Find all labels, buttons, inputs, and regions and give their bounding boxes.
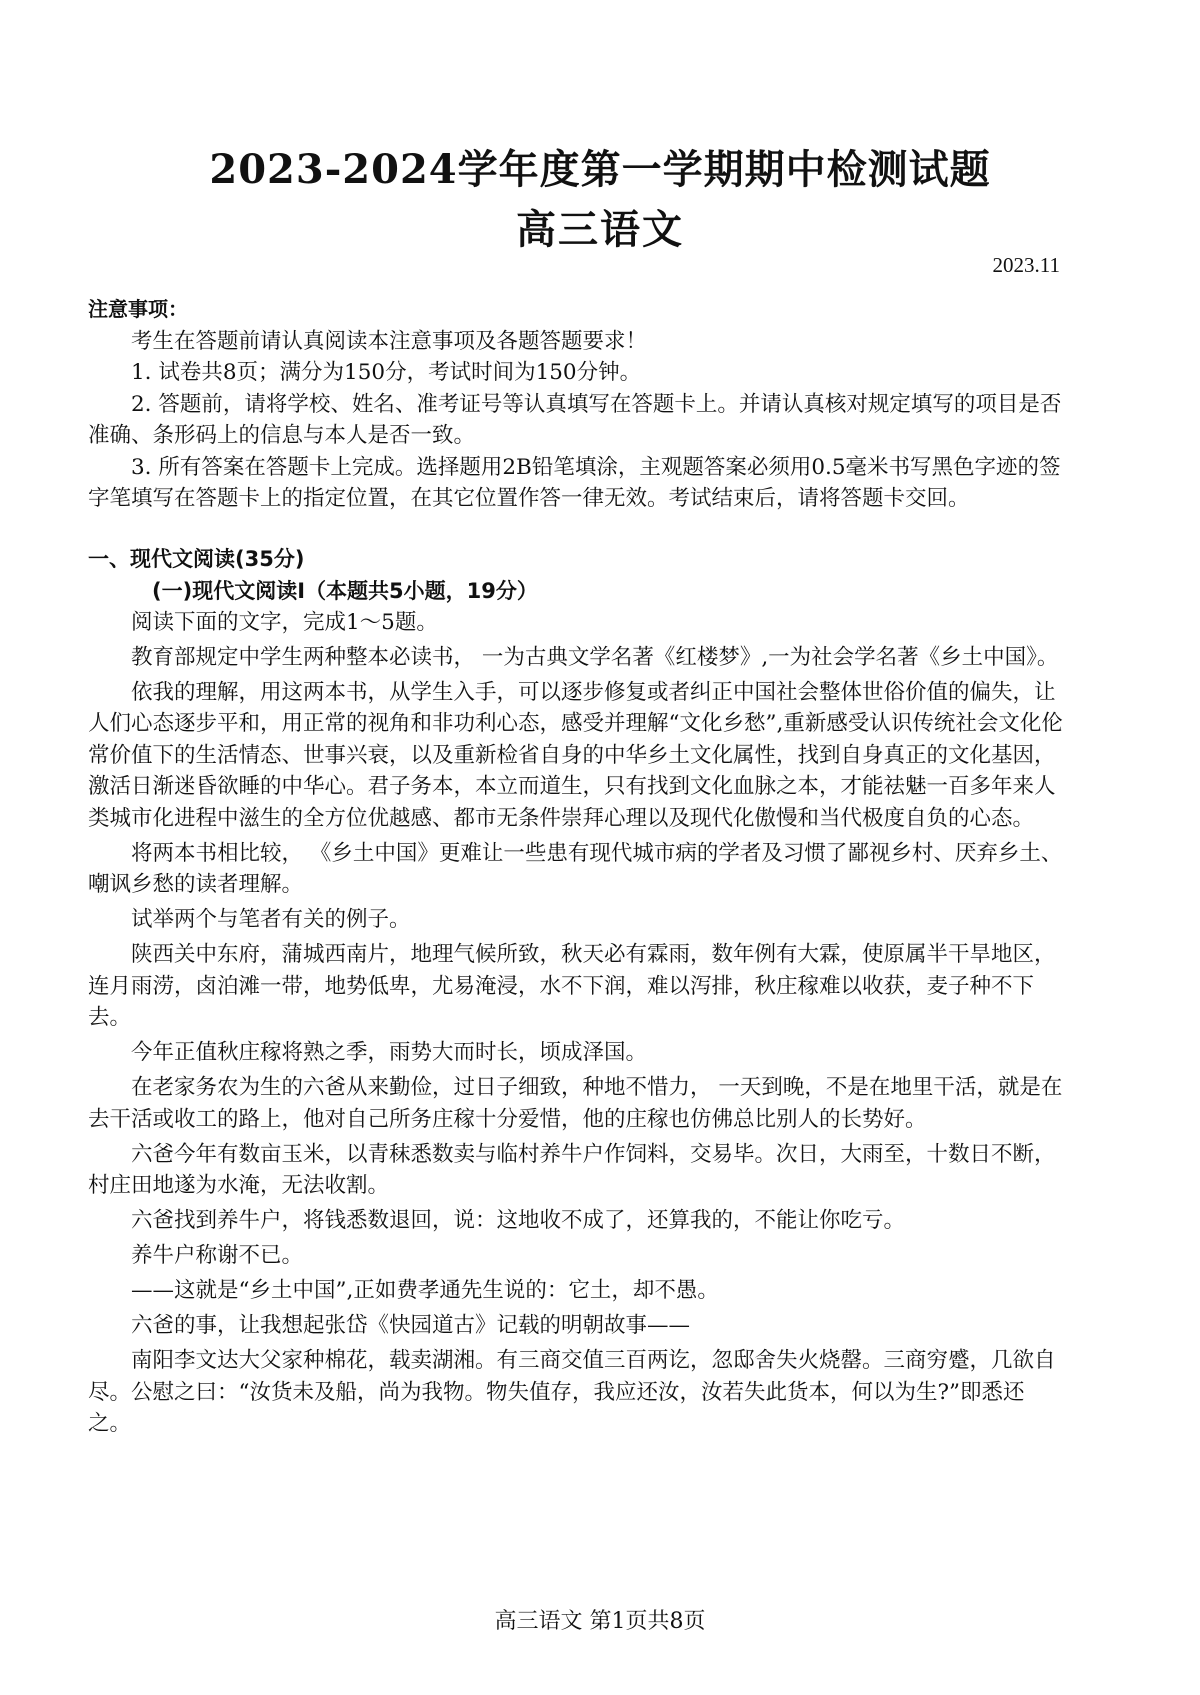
notes-item: 2. 答题前，请将学校、姓名、准考证号等认真填写在答题卡上。并请认真核对规定填写的项目是否准确、条形码上的信息与本人是否一致。 [88,391,1062,448]
passage-paragraph: 养牛户称谢不已。 [131,1243,304,1268]
passage-paragraph: 陕西关中东府，蒲城西南片，地理气候所致，秋天必有霖雨，数年例有大霖，使原属半干旱地区，连月雨涝，卤泊滩一带，地势低卑，尤易淹浸，水不下润，难以泻排，秋庄稼难以收获，麦子种不下去。 [88,942,1056,1030]
notes-item: 考生在答题前请认真阅读本注意事项及各题答题要求！ [131,328,648,354]
notes-item: 1. 试卷共8页；满分为150分，考试时间为150分钟。 [131,360,642,385]
passage-paragraph: 六爸的事，让我想起张岱《快园道古》记载的明朝故事—— [131,1313,691,1338]
exam-subject: 高三语文 [516,206,684,253]
notes-heading: 注意事项： [88,297,188,321]
exam-title: 2023-2024学年度第一学期期中检测试题 [209,146,991,193]
passage-paragraph: ——这就是“乡土中国”,正如费孝通先生说的：它土，却不愚。 [131,1278,719,1303]
page-footer: 高三语文 第1页共8页 [494,1609,706,1634]
passage-paragraph: 六爸找到养牛户，将钱悉数退回，说：这地收不成了，还算我的，不能让你吃亏。 [131,1208,906,1233]
passage-paragraph: 今年正值秋庄稼将熟之季，雨势大而时长，顷成泽国。 [131,1040,648,1065]
subsection-heading: (一)现代文阅读I（本题共5小题，19分） [152,578,538,603]
passage-paragraph: 依我的理解，用这两本书，从学生入手，可以逐步修复或者纠正中国社会整体世俗价值的偏失，让人们心态逐步平和，用正常的视角和非功利心态，感受并理解“文化乡愁”,重新感受认识传统社会文化伦常价值下的生活情态、世事兴衰，以及重新检省自身的中华乡土文化属性，找到自身真正的文化基因，激活日渐迷昏欲睡的中华心。君子务本，本立而道生，只有找到文化血脉之本，才能祛魅一百多年来人类城市化进程中滋生的全方位优越感、都市无条件崇拜心理以及现代化傲慢和当代极度自负的心态。 [88,679,1063,831]
passage-paragraph: 南阳李文达大父家种棉花，载卖湖湘。有三商交值三百两讫，忽邸舍失火烧罄。三商穷蹙，几欲自尽。公慰之曰：“汝货未及船，尚为我物。物失值存，我应还汝，汝若失此货本，何以为生?”即悉还之。 [88,1348,1056,1436]
notes-section [88,294,1063,515]
passage-paragraph: 六爸今年有数亩玉米，以青秣悉数卖与临村养牛户作饲料，交易毕。次日，大雨至，十数日不断，村庄田地遂为水淹，无法收割。 [88,1141,1056,1198]
passage-paragraph: 在老家务农为生的六爸从来勤俭，过日子细致，种地不惜力， 一天到晚，不是在地里干活，就是在去干活或收工的路上，他对自己所务庄稼十分爱惜，他的庄稼也仿佛总比别人的长势好。 [88,1075,1063,1132]
passage-paragraph: 将两本书相比较， 《乡土中国》更难让一些患有现代城市病的学者及习惯了鄙视乡村、厌弃乡土、嘲讽乡愁的读者理解。 [88,840,1063,897]
instruction-text: 阅读下面的文字，完成1～5题。 [131,609,438,635]
passage-paragraph: 试举两个与笔者有关的例子。 [131,907,411,932]
reading-passage [88,642,1063,1440]
exam-body [88,294,1063,1440]
passage-paragraph: 教育部规定中学生两种整本必读书， 一为古典文学名著《红楼梦》,一为社会学名著《乡土中国》。 [131,644,1059,670]
exam-date: 2023.11 [992,253,1060,277]
notes-item: 3. 所有答案在答题卡上完成。选择题用2B铅笔填涂，主观题答案必须用0.5毫米书写黑色字迹的签字笔填写在答题卡上的指定位置，在其它位置作答一律无效。考试结束后，请将答题卡交回。 [88,454,1061,511]
reading-section [88,543,1063,1440]
section-heading: 一、现代文阅读(35分) [88,546,305,571]
